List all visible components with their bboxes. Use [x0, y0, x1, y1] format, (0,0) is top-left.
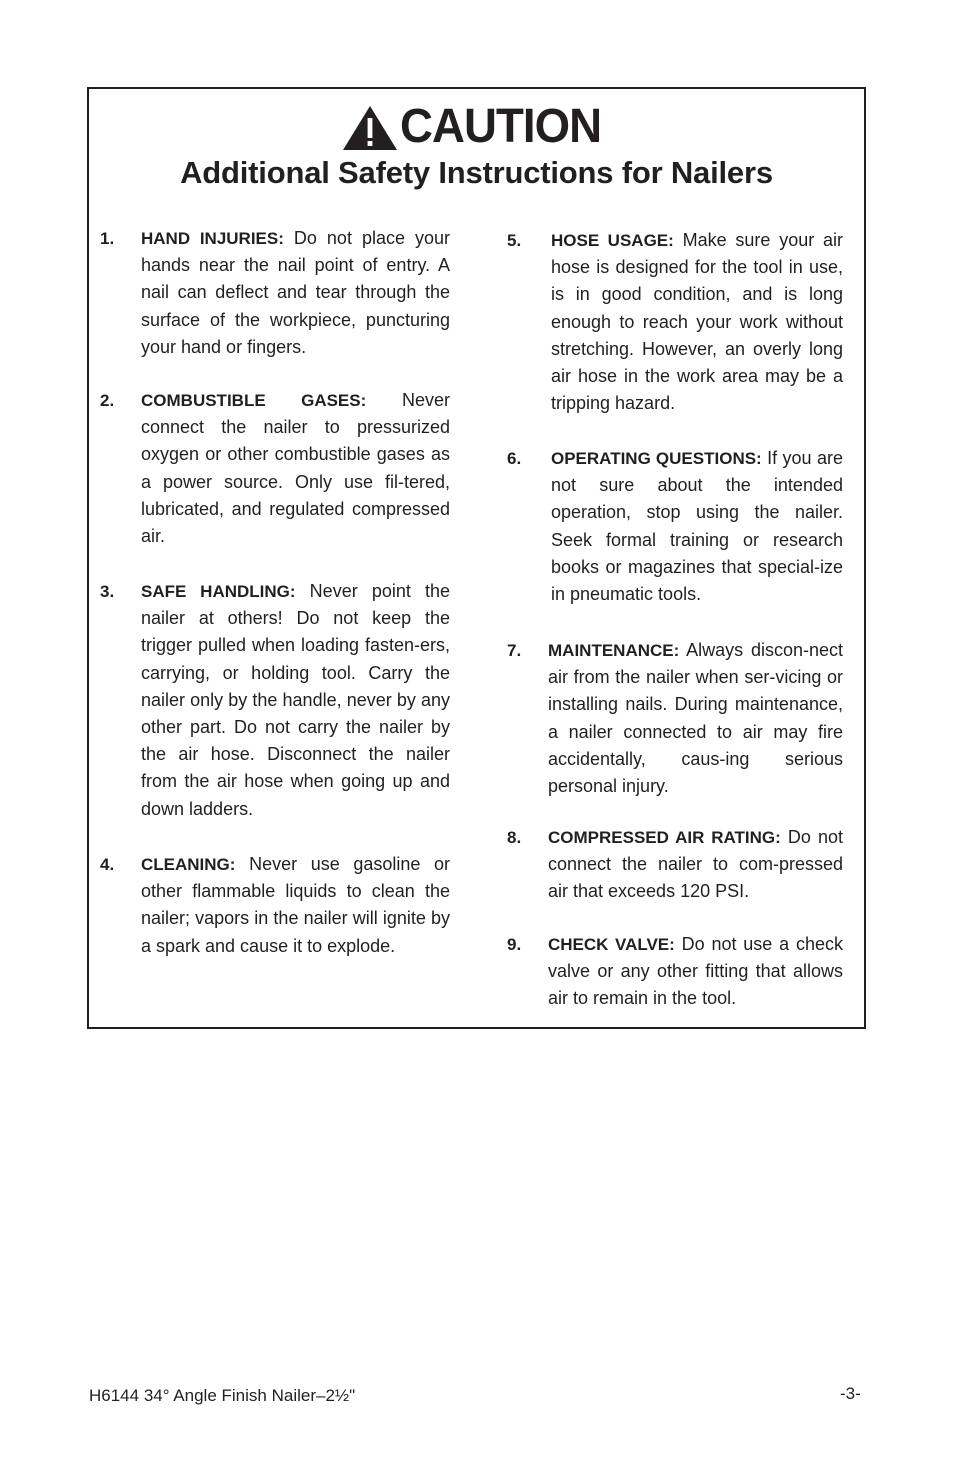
- caution-title: CAUTION: [399, 100, 601, 153]
- item-text: Never connect the nailer to pressurized oxygen or other combustible gases as a power source. Only use fil-tered, lubricated, and regulated compressed air.: [141, 390, 451, 547]
- item-heading: HOSE USAGE:: [551, 231, 674, 250]
- warning-triangle-icon: [342, 105, 398, 151]
- item-number: 3.: [100, 582, 115, 601]
- item-text: Make sure your air hose is designed for the tool in use, is in good condition, and is long enough to reach your work without stretching. However, an overly long air hose in the work area may be a tripping hazard.: [551, 230, 843, 414]
- footer-model: H6144 34° Angle Finish Nailer–2½": [89, 1386, 356, 1405]
- item-heading: COMPRESSED AIR RATING:: [548, 828, 781, 847]
- item-text: Never point the nailer at others! Do not keep the trigger pulled when loading fasten-ers, carrying, or holding tool. Carry the nailer only by the handle, never by any other part. Do not carry the nailer by the air hose. Disconnect the nailer from the air hose when going up and down ladders.: [141, 581, 450, 819]
- item-number: 7.: [507, 641, 522, 660]
- caution-box: [87, 87, 866, 1029]
- item-heading: SAFE HANDLING:: [141, 582, 296, 601]
- item-text: Do not connect the nailer to com-pressed air that exceeds 120 PSI.: [548, 827, 843, 902]
- item-text: If you are not sure about the intended operation, stop using the nailer. Seek formal training or research books or magazines that special-ize in pneumatic tools.: [551, 448, 843, 605]
- caution-header: [89, 99, 864, 155]
- item-heading: MAINTENANCE:: [548, 641, 680, 660]
- item-text: Always discon-nect air from the nailer when ser-vicing or installing nails. During maintenance, a nailer connected to air may fire accidentally, caus-ing serious personal injury.: [548, 640, 843, 797]
- item-heading: COMBUSTIBLE GASES:: [141, 391, 367, 410]
- item-number: 5.: [507, 231, 522, 250]
- item-heading: CLEANING:: [141, 855, 236, 874]
- item-heading: CHECK VALVE:: [548, 935, 675, 954]
- item-number: 4.: [100, 855, 115, 874]
- item-number: 9.: [507, 935, 522, 954]
- item-number: 1.: [100, 229, 115, 248]
- item-number: 2.: [100, 391, 115, 410]
- item-heading: HAND INJURIES:: [141, 229, 284, 248]
- item-text: Do not use a check valve or any other fitting that allows air to remain in the tool.: [548, 934, 843, 1009]
- section-subtitle: Additional Safety Instructions for Nailers: [180, 155, 773, 190]
- item-number: 8.: [507, 828, 522, 847]
- item-heading: OPERATING QUESTIONS:: [551, 449, 762, 468]
- page-number: -3-: [840, 1384, 861, 1403]
- item-text: Never use gasoline or other flammable liquids to clean the nailer; vapors in the nailer will ignite by a spark and cause it to explode.: [141, 854, 450, 956]
- item-text: Do not place your hands near the nail point of entry. A nail can deflect and tear through the surface of the workpiece, puncturing your hand or fingers.: [141, 228, 450, 357]
- item-number: 6.: [507, 449, 522, 468]
